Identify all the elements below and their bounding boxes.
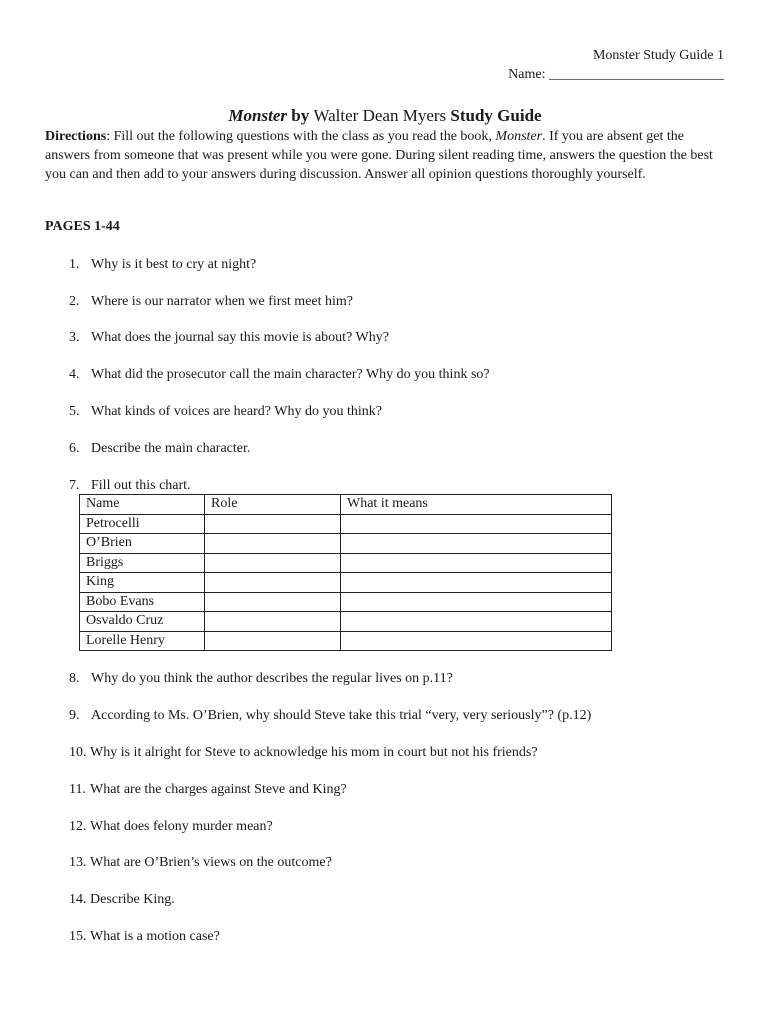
- title-author: Walter Dean Myers: [313, 106, 447, 125]
- chart-meaning-cell[interactable]: [341, 592, 612, 612]
- chart-header-name: Name: [80, 495, 205, 515]
- chart-meaning-cell[interactable]: [341, 553, 612, 573]
- chart-name-cell: Petrocelli: [80, 514, 205, 534]
- question-14: 14. Describe King.: [69, 892, 175, 907]
- directions-text-b: . If you are absent get the answers from someone that was present while you were gone. During silent reading time, answers the question the best you can and then add to your answers during discussion. Answer all opinion questions thoroughly yourself.: [45, 129, 713, 182]
- directions-label: Directions: [45, 129, 107, 144]
- question-9: 9. According to Ms. O’Brien, why should Steve take this trial “very, very seriously”? (p.12): [69, 708, 592, 723]
- question-1: 1. Why is it best to cry at night?: [69, 257, 257, 272]
- chart-meaning-cell[interactable]: [341, 573, 612, 593]
- chart-header-role: Role: [205, 495, 341, 515]
- chart-role-cell[interactable]: [205, 592, 341, 612]
- question-11: 11. What are the charges against Steve and King?: [69, 782, 347, 797]
- question-12: 12. What does felony murder mean?: [69, 819, 273, 834]
- table-row: [80, 592, 612, 612]
- question-15: 15. What is a motion case?: [69, 929, 220, 944]
- chart-role-cell[interactable]: [205, 573, 341, 593]
- question-4: 4. What did the prosecutor call the main character? Why do you think so?: [69, 367, 490, 382]
- chart-role-cell[interactable]: [205, 534, 341, 554]
- chart-meaning-cell[interactable]: [341, 631, 612, 651]
- table-row: [80, 573, 612, 593]
- chart-name-cell: King: [80, 573, 205, 593]
- question-2: 2. Where is our narrator when we first meet him?: [69, 294, 354, 309]
- chart-role-cell[interactable]: [205, 631, 341, 651]
- chart-meaning-cell[interactable]: [341, 514, 612, 534]
- question-6: 6. Describe the main character.: [69, 441, 251, 456]
- doc-label: Monster Study Guide 1: [592, 48, 724, 63]
- chart-name-cell: Bobo Evans: [80, 592, 205, 612]
- directions: [45, 127, 730, 184]
- chart-role-cell[interactable]: [205, 553, 341, 573]
- title-suffix: Study Guide: [446, 106, 542, 125]
- page-title: [0, 106, 770, 126]
- chart-header-row: [80, 495, 612, 515]
- question-13: 13. What are O’Brien’s views on the outcome?: [69, 855, 332, 870]
- chart-name-cell: Briggs: [80, 553, 205, 573]
- chart-name-cell: Osvaldo Cruz: [80, 612, 205, 632]
- directions-book: Monster: [495, 129, 543, 144]
- question-5: 5. What kinds of voices are heard? Why do you think?: [69, 404, 382, 419]
- chart-meaning-cell[interactable]: [341, 534, 612, 554]
- chart-header-meaning: What it means: [341, 495, 612, 515]
- chart-name-cell: O’Brien: [80, 534, 205, 554]
- name-field: [508, 65, 724, 85]
- table-row: [80, 534, 612, 554]
- chart-role-cell[interactable]: [205, 612, 341, 632]
- chart-role-cell[interactable]: [205, 514, 341, 534]
- chart-meaning-cell[interactable]: [341, 612, 612, 632]
- question-3: 3. What does the journal say this movie is about? Why?: [69, 330, 389, 345]
- table-row: [80, 514, 612, 534]
- character-chart: [79, 494, 612, 651]
- table-row: [80, 612, 612, 632]
- table-row: [80, 631, 612, 651]
- section-title: PAGES 1-44: [45, 219, 120, 234]
- question-10: 10. Why is it alright for Steve to acknowledge his mom in court but not his friends?: [69, 745, 538, 760]
- title-by: by: [286, 106, 314, 125]
- question-8: 8. Why do you think the author describes the regular lives on p.11?: [69, 671, 453, 686]
- chart-name-cell: Lorelle Henry: [80, 631, 205, 651]
- title-book: Monster: [228, 106, 287, 125]
- directions-text-a: : Fill out the following questions with the class as you read the book,: [106, 129, 496, 144]
- name-label: Name:: [508, 67, 546, 82]
- name-line: _________________________: [549, 67, 724, 82]
- question-7: 7. Fill out this chart.: [69, 478, 191, 493]
- table-row: [80, 553, 612, 573]
